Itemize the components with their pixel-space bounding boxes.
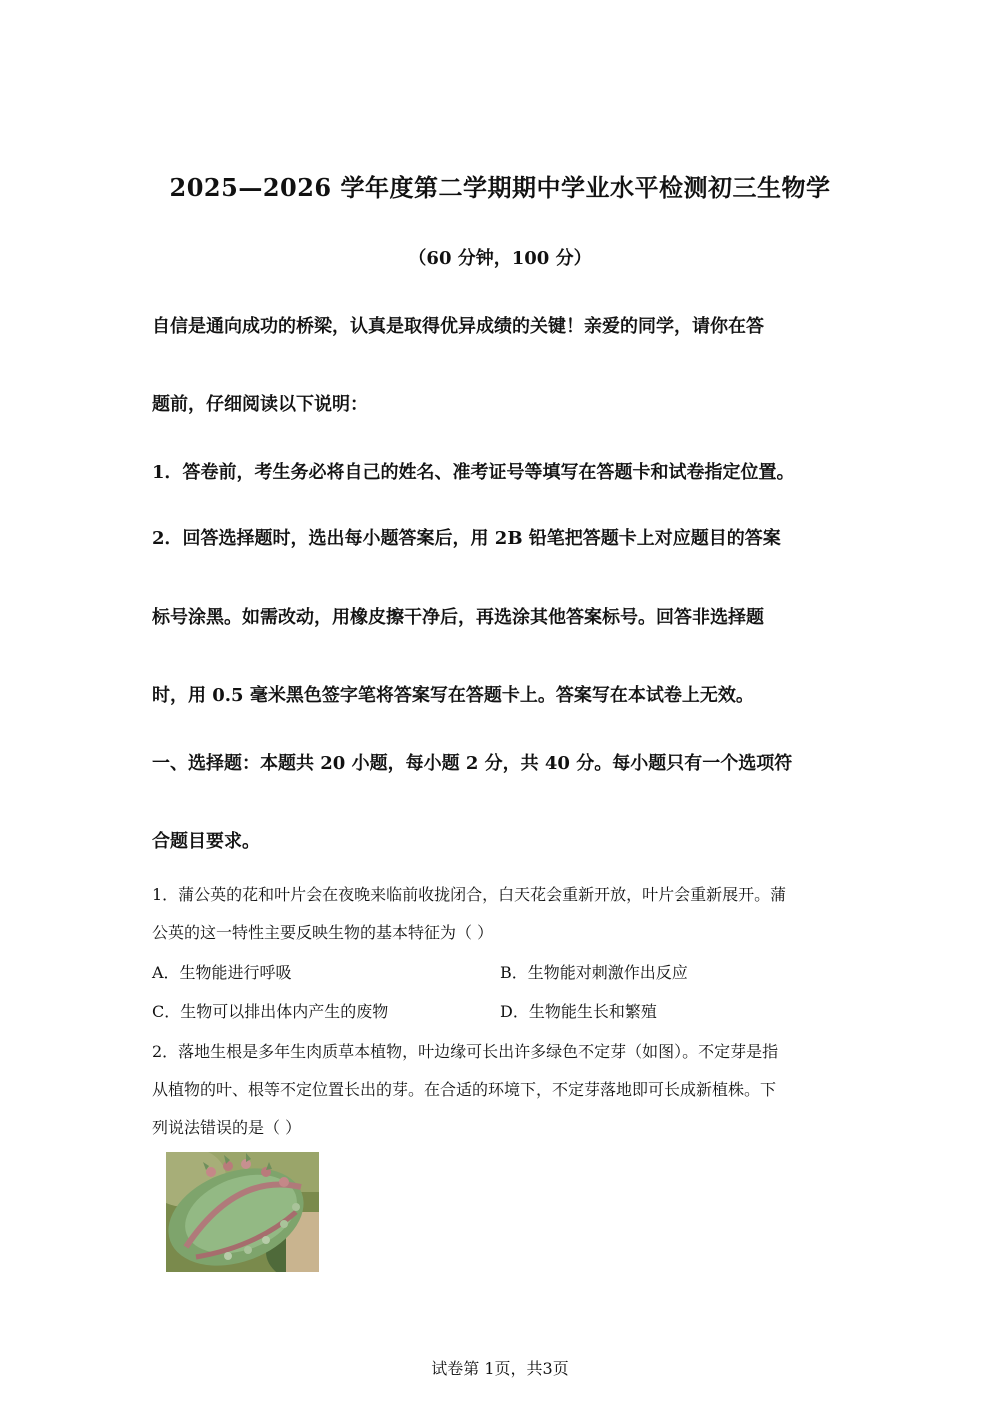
instruction-2-line-1: 2．回答选择题时，选出每小题答案后，用 2B 铅笔把答题卡上对应题目的答案: [152, 528, 781, 549]
section-1-heading-line-1: 一、选择题：本题共 20 小题，每小题 2 分，共 40 分。每小题只有一个选项符: [152, 753, 793, 774]
question-1-option-d: D．生物能生长和繁殖: [500, 1002, 657, 1021]
question-1-stem-line-2: 公英的这一特性主要反映生物的基本特征为（ ）: [152, 923, 494, 942]
exam-title: 2025—2026 学年度第二学期期中学业水平检测初三生物学: [169, 173, 831, 202]
instruction-1: 1．答卷前，考生务必将自己的姓名、准考证号等填写在答题卡和试卷指定位置。: [152, 462, 795, 483]
section-1-heading-line-2: 合题目要求。: [152, 831, 260, 852]
question-2-stem-line-3: 列说法错误的是（ ）: [152, 1118, 302, 1137]
question-1-option-c: C．生物可以排出体内产生的废物: [152, 1002, 389, 1021]
instruction-2-line-3: 时，用 0.5 毫米黑色签字笔将答案写在答题卡上。答案写在本试卷上无效。: [152, 685, 754, 706]
question-2-stem-line-1: 2．落地生根是多年生肉质草本植物，叶边缘可长出许多绿色不定芽（如图）。不定芽是指: [152, 1042, 779, 1061]
page-footer: 试卷第 1页，共3页: [431, 1359, 569, 1378]
exam-subtitle: （60 分钟，100 分）: [408, 248, 592, 269]
question-1-option-a: A．生物能进行呼吸: [152, 963, 292, 982]
question-2-stem-line-2: 从植物的叶、根等不定位置长出的芽。在合适的环境下，不定芽落地即可长成新植株。下: [152, 1080, 777, 1099]
kalanchoe-leaf-photo: [166, 1152, 319, 1272]
instruction-2-line-2: 标号涂黑。如需改动，用橡皮擦干净后，再选涂其他答案标号。回答非选择题: [152, 607, 764, 628]
question-1-option-b: B．生物能对刺激作出反应: [500, 963, 688, 982]
question-1-stem-line-1: 1．蒲公英的花和叶片会在夜晚来临前收拢闭合，白天花会重新开放，叶片会重新展开。蒲: [152, 885, 787, 904]
intro-line-2: 题前，仔细阅读以下说明：: [152, 394, 368, 415]
intro-line-1: 自信是通向成功的桥梁，认真是取得优异成绩的关键！亲爱的同学，请你在答: [152, 316, 764, 337]
